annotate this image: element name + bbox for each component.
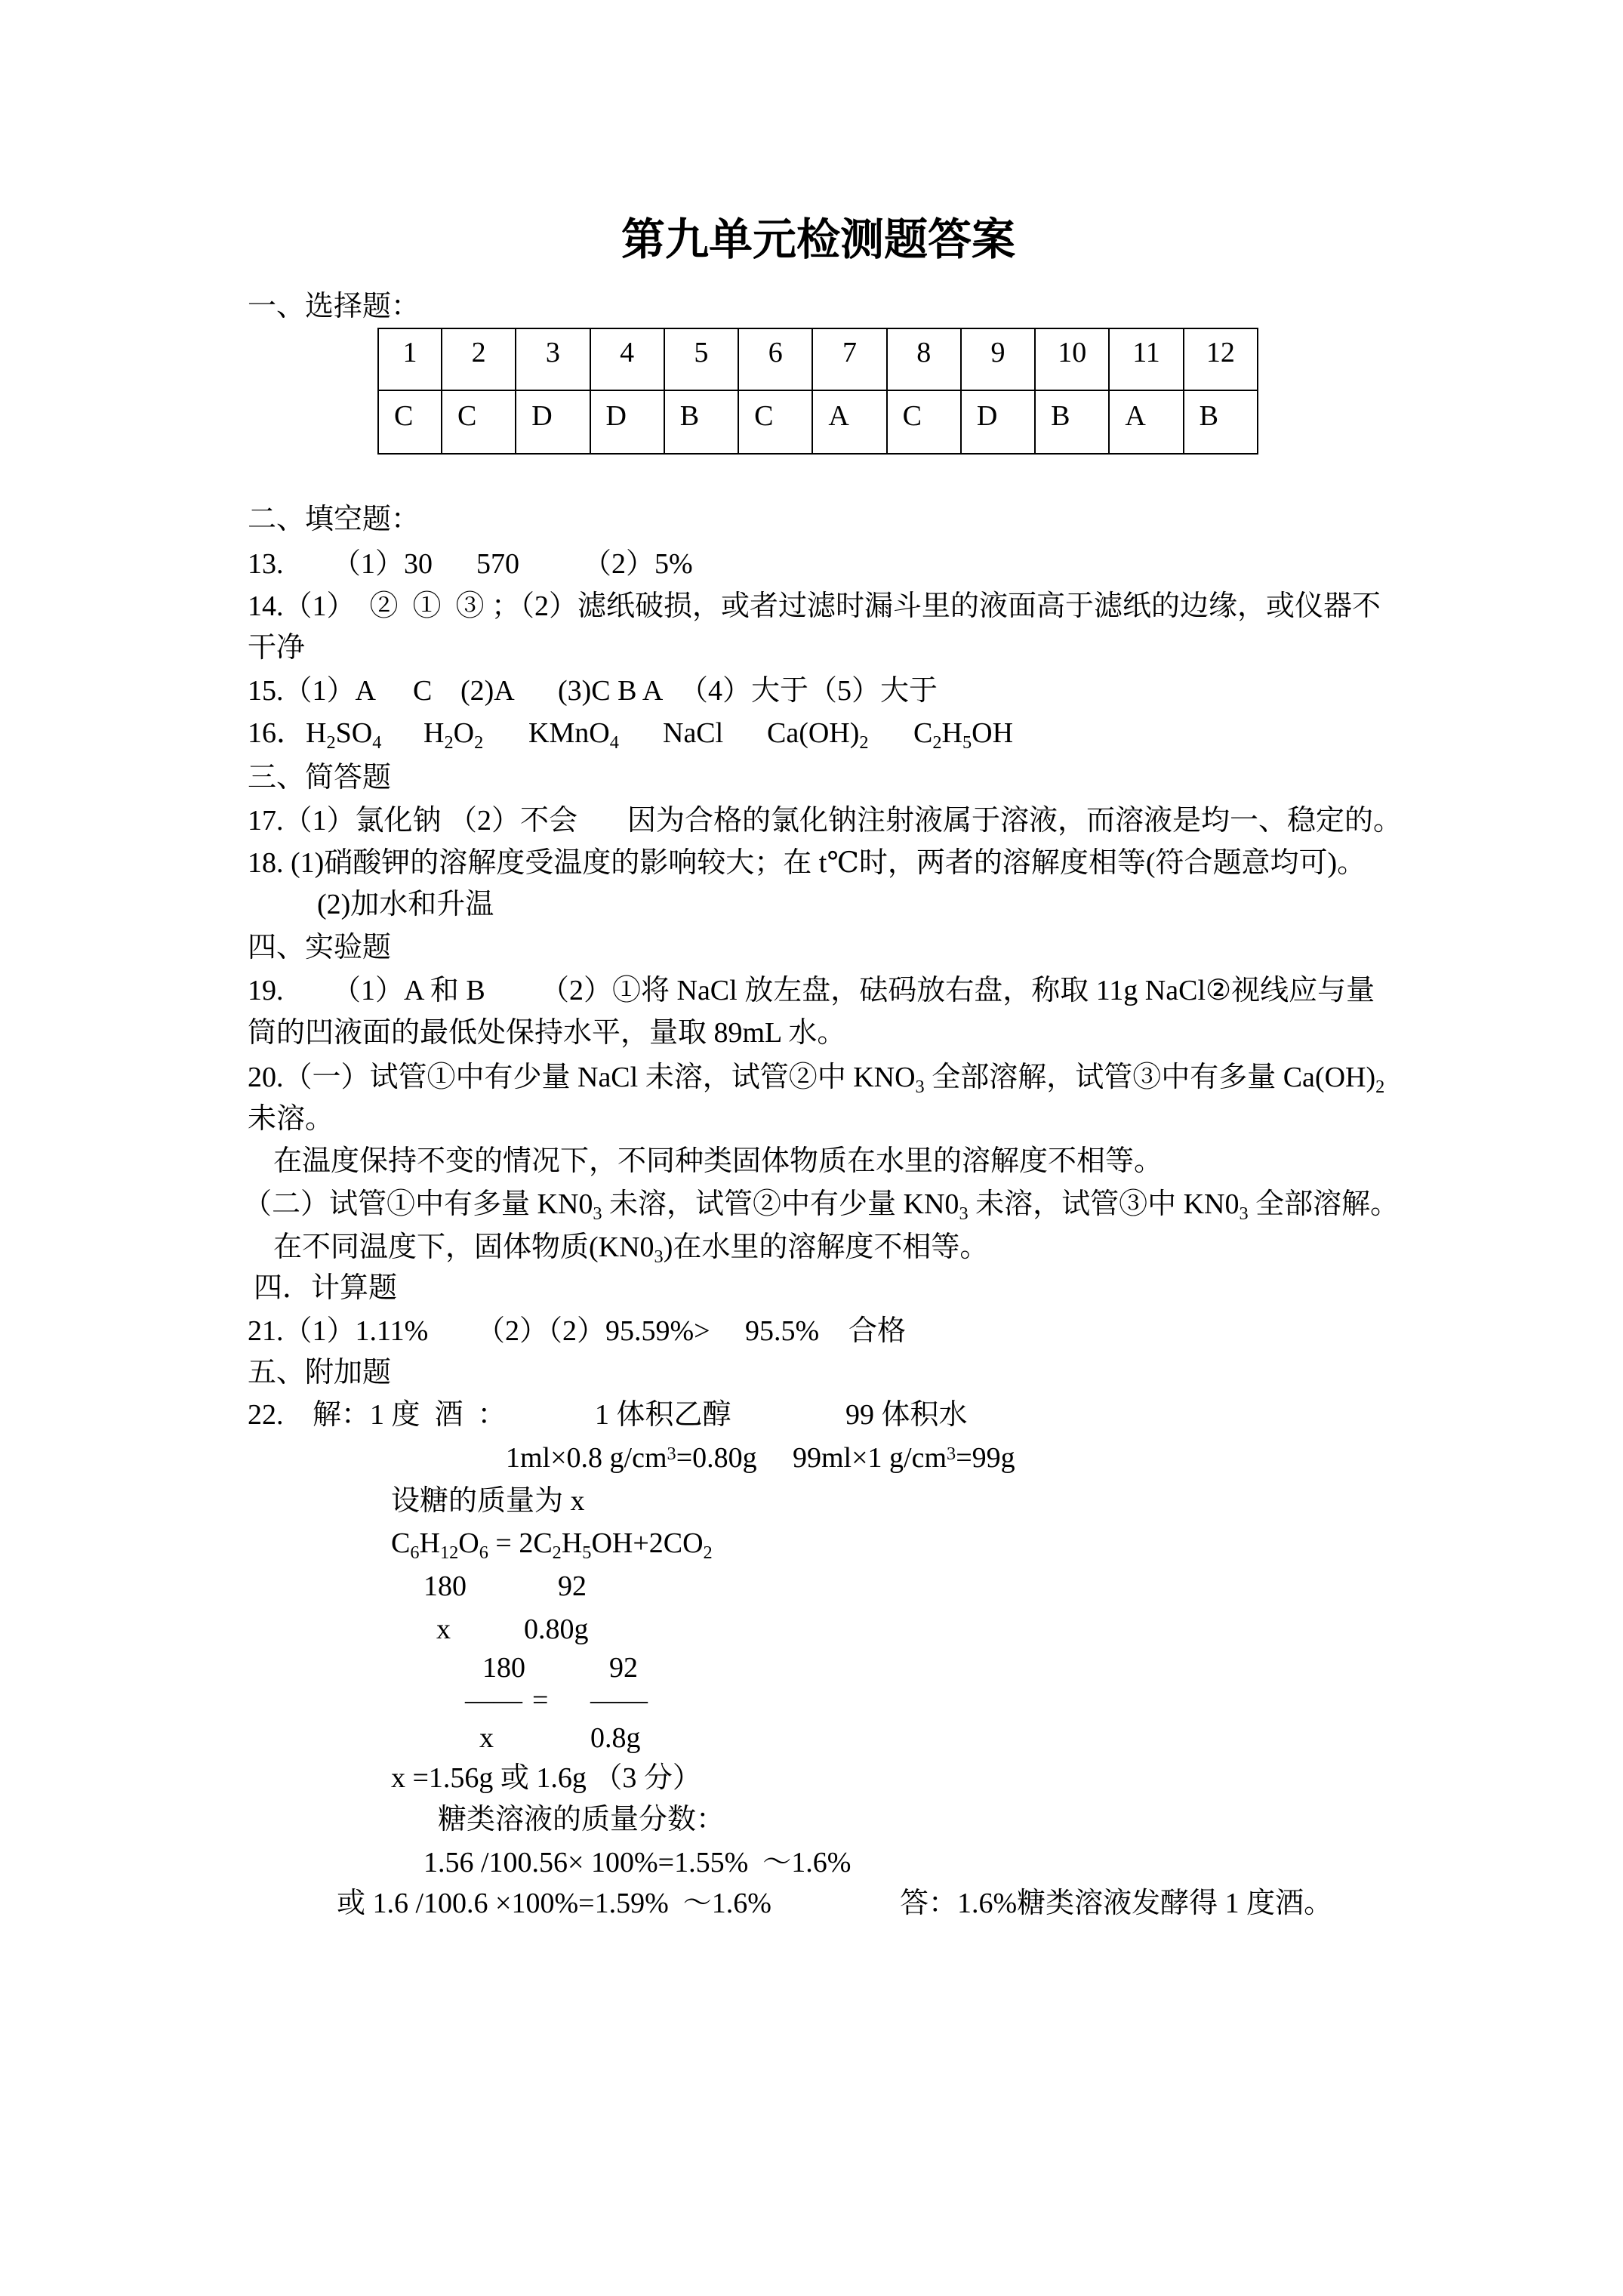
answer-text: 99ml×1 g/cm	[793, 1442, 947, 1474]
q22-calculation-1: 1.56 /100.56× 100%=1.55% ～1.6%	[423, 1847, 852, 1878]
answer-cell: B	[1184, 390, 1258, 454]
formula-text: = 2C	[488, 1527, 553, 1559]
formula-subscript: 4	[372, 732, 382, 753]
answer-text: （二）试管①中有多量 KN0	[243, 1188, 593, 1220]
answer-cell: D	[961, 390, 1035, 454]
q22-ratio-top-right: 92	[558, 1570, 587, 1602]
formula-ethanol	[913, 716, 1013, 754]
q21-answer-part-3: 95.5%	[745, 1315, 820, 1347]
answer-table	[377, 328, 1258, 455]
question-number-cell: 2	[442, 328, 516, 390]
formula-subscript: 6	[410, 1542, 420, 1563]
answer-text: 1ml×0.8 g/cm	[506, 1442, 667, 1474]
question-number-row	[378, 328, 1258, 390]
q22-fraction-label: 糖类溶液的质量分数：	[438, 1804, 725, 1835]
answer-text: 20.（一）试管①中有少量 NaCl 未溶，试管②中 KNO	[248, 1062, 916, 1093]
q13-answer-2: （2）5%	[583, 548, 693, 580]
q22-result-x: x =1.56g 或 1.6g （3 分）	[391, 1762, 701, 1794]
formula-text: H	[561, 1527, 583, 1559]
question-number-cell: 7	[812, 328, 886, 390]
answer-cell: A	[1109, 390, 1183, 454]
answer-cell: C	[378, 390, 442, 454]
formula-text: OH+2CO	[591, 1527, 704, 1559]
formula-subscript: 2	[474, 732, 484, 753]
q22-fermentation-equation	[391, 1526, 713, 1564]
question-number-cell: 4	[590, 328, 664, 390]
formula-text: Ca(OH)	[767, 717, 860, 749]
section-heading-multiple-choice: 一、选择题：	[248, 291, 420, 322]
formula-sodium-chloride	[663, 716, 723, 750]
q20-answer-line-2: 未溶。	[248, 1103, 334, 1135]
section-heading-calculation: 四．计算题	[254, 1272, 398, 1304]
q20-conclusion-2	[273, 1230, 988, 1268]
q14-answer-line-1: 14.（1） ② ① ③ ；（2）滤纸破损，或者过滤时漏斗里的液面高于滤纸的边缘，或仪器不	[248, 590, 1381, 622]
q22-fraction-equals: =	[532, 1684, 549, 1716]
formula-subscript: 2	[703, 1542, 713, 1563]
q22-ethanol-mass	[506, 1441, 757, 1479]
question-number-cell: 1	[378, 328, 442, 390]
formula-subscript: 3	[1239, 1203, 1249, 1224]
q17-answer-part-1: 17.（1）氯化钠 （2）不会	[248, 805, 578, 837]
q22-number: 22.	[248, 1399, 284, 1431]
formula-subscript: 2	[444, 732, 454, 753]
formula-subscript: 4	[609, 732, 619, 753]
q22-let-x: 设糖的质量为 x	[391, 1485, 585, 1517]
formula-sulfuric-acid	[306, 716, 381, 754]
q19-answer-part-2: （2）①将 NaCl 放左盘，砝码放右盘，称取 11g NaCl②视线应与量	[540, 975, 1375, 1006]
formula-subscript: 5	[962, 732, 972, 753]
q18-answer-line-1: 18. (1)硝酸钾的溶解度受温度的影响较大；在 t℃时，两者的溶解度相等(符合题意均可)。	[248, 847, 1366, 879]
formula-subscript: 6	[479, 1542, 488, 1563]
formula-hydrogen-peroxide	[423, 716, 483, 754]
answer-text: 未溶，试管②中有少量 KN0	[602, 1188, 959, 1220]
answer-text: 全部溶解。	[1248, 1188, 1400, 1220]
answer-text: 未溶，试管③中 KN0	[968, 1188, 1240, 1220]
formula-text: C	[913, 717, 933, 749]
q15-answer-part-4: (3)C B A	[558, 675, 664, 707]
question-number-cell: 10	[1035, 328, 1109, 390]
q14-answer-line-2: 干净	[248, 632, 306, 664]
answer-text: 全部溶解，试管③中有多量 Ca(OH)	[924, 1062, 1376, 1093]
q18-answer-line-2: (2)加水和升温	[317, 889, 494, 920]
question-number-cell: 8	[887, 328, 961, 390]
q22-ratio-top-left: 180	[423, 1570, 467, 1602]
page-title: 第九单元检测题答案	[621, 215, 1016, 264]
section-heading-short-answer: 三、简答题	[248, 762, 392, 794]
q22-ratio-bottom-left: x	[436, 1613, 451, 1645]
q22-water-mass	[793, 1441, 1015, 1479]
formula-text: H	[306, 717, 327, 749]
q19-answer-line-2: 筒的凹液面的最低处保持水平，量取 89mL 水。	[248, 1017, 846, 1049]
formula-subscript: 2	[1375, 1076, 1385, 1097]
formula-text: O	[458, 1527, 479, 1559]
q21-answer-part-2: （2）（2）95.59%>	[476, 1315, 710, 1347]
question-number-cell: 12	[1184, 328, 1258, 390]
q15-answer-part-2: C	[413, 675, 433, 707]
q15-answer-part-3: (2)A	[460, 675, 515, 707]
section-heading-bonus: 五、附加题	[248, 1357, 392, 1388]
question-number-cell: 5	[664, 328, 738, 390]
section-heading-experiment: 四、实验题	[248, 932, 392, 963]
formula-potassium-permanganate	[528, 716, 619, 754]
answer-cell: C	[738, 390, 812, 454]
q15-answer-part-5: （4）大于（5）大于	[679, 675, 938, 707]
q21-answer-part-4: 合格	[848, 1315, 907, 1347]
formula-calcium-hydroxide	[767, 716, 869, 754]
formula-subscript: 2	[552, 1542, 562, 1563]
answer-cell: A	[812, 390, 886, 454]
q22-ethanol-volume: 1 体积乙醇	[595, 1399, 731, 1431]
formula-subscript: 2	[932, 732, 942, 753]
q20-answer-part-2	[243, 1187, 1399, 1225]
formula-subscript: 12	[439, 1542, 459, 1563]
answer-text: 在不同温度下，固体物质(KN0	[273, 1231, 654, 1263]
answer-text: =0.80g	[676, 1442, 757, 1474]
q22-fraction-denominator-left: x	[479, 1722, 494, 1754]
formula-text: OH	[972, 717, 1014, 749]
answer-cell: D	[516, 390, 590, 454]
q22-fraction-bar-right: ——	[590, 1684, 648, 1716]
unit-superscript: 3	[947, 1443, 956, 1464]
q22-fraction-bar-left: ——	[465, 1684, 522, 1716]
q22-final-answer: 答：1.6%糖类溶液发酵得 1 度酒。	[900, 1888, 1333, 1919]
q22-fraction-numerator-right: 92	[609, 1652, 638, 1684]
q13-answer-1b: 570	[476, 548, 519, 580]
answer-row	[378, 390, 1258, 454]
q19-number: 19.	[248, 975, 284, 1006]
formula-text: NaCl	[663, 717, 724, 749]
formula-text: H	[419, 1527, 440, 1559]
q22-fraction-denominator-right: 0.8g	[590, 1722, 641, 1754]
unit-superscript: 3	[667, 1443, 676, 1464]
answer-cell: C	[887, 390, 961, 454]
q19-answer-part-1: （1）A 和 B	[332, 975, 485, 1006]
q21-answer-part-1: 21.（1）1.11%	[248, 1315, 429, 1347]
answer-text: )在水里的溶解度不相等。	[663, 1231, 989, 1263]
question-number-cell: 9	[961, 328, 1035, 390]
q22-calculation-2: 或 1.6 /100.6 ×100%=1.59% ～1.6%	[337, 1888, 771, 1919]
q17-answer-part-2: 因为合格的氯化钠注射液属于溶液，而溶液是均一、稳定的。	[627, 805, 1403, 837]
formula-subscript: 3	[593, 1203, 602, 1224]
answer-text: =99g	[956, 1442, 1015, 1474]
q20-conclusion-1: 在温度保持不变的情况下，不同种类固体物质在水里的溶解度不相等。	[273, 1145, 1163, 1177]
formula-subscript: 5	[582, 1542, 592, 1563]
q13-answer-1: （1）30	[332, 548, 433, 580]
question-number-cell: 3	[516, 328, 590, 390]
formula-text: O	[453, 717, 475, 749]
formula-subscript: 3	[915, 1076, 925, 1097]
q22-intro: 解：1 度 酒 ：	[313, 1399, 507, 1431]
answer-cell: B	[664, 390, 738, 454]
answer-cell: B	[1035, 390, 1109, 454]
formula-text: SO	[335, 717, 373, 749]
q22-fraction-numerator-left: 180	[482, 1652, 525, 1684]
question-number-cell: 11	[1109, 328, 1183, 390]
q20-answer-line-1	[248, 1060, 1384, 1099]
answer-cell: C	[442, 390, 516, 454]
answer-cell: D	[590, 390, 664, 454]
formula-text: H	[423, 717, 445, 749]
formula-text: H	[941, 717, 962, 749]
formula-subscript: 3	[959, 1203, 969, 1224]
formula-text: KMnO	[528, 717, 610, 749]
formula-subscript: 2	[326, 732, 336, 753]
q22-ratio-bottom-right: 0.80g	[524, 1613, 589, 1645]
formula-text: C	[391, 1527, 411, 1559]
q15-answer-part-1: 15.（1）A	[248, 675, 376, 707]
formula-subscript: 3	[654, 1246, 664, 1267]
q16-number: 16．	[248, 717, 306, 749]
formula-subscript: 2	[859, 732, 869, 753]
section-heading-fill-in: 二、填空题：	[248, 504, 420, 535]
q22-water-volume: 99 体积水	[845, 1399, 968, 1431]
question-number-cell: 6	[738, 328, 812, 390]
q13-number: 13.	[248, 548, 284, 580]
